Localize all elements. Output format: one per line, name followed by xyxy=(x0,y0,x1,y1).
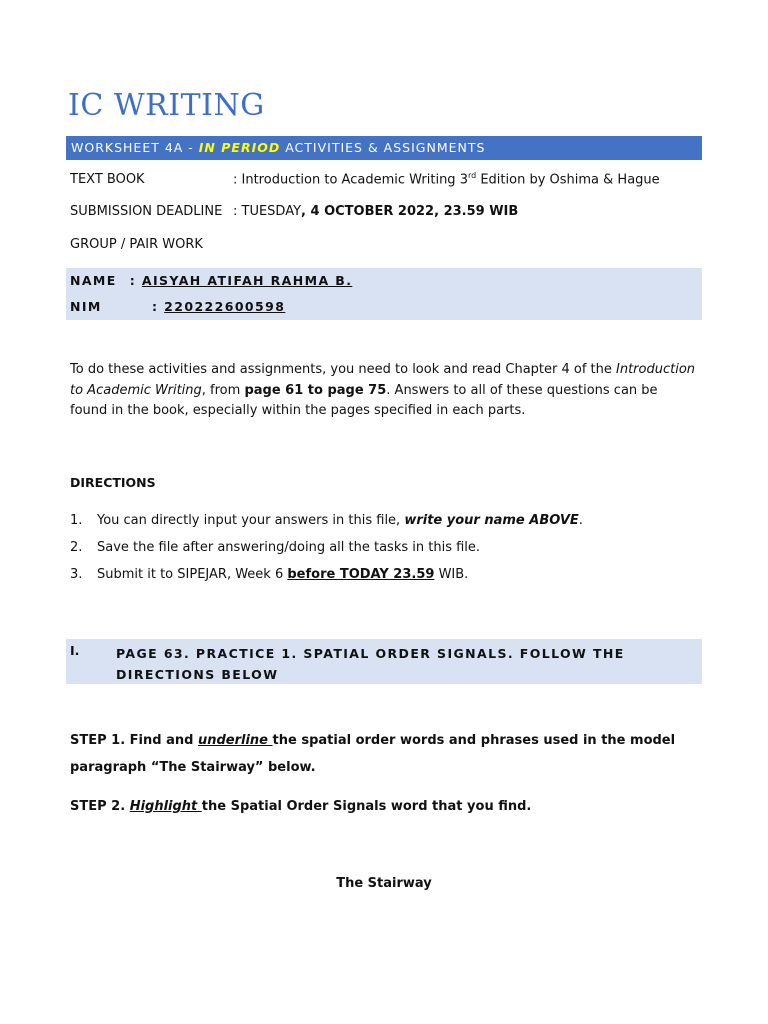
step-1 xyxy=(70,727,700,781)
textbook-value-pre: : Introduction to Academic Writing 3 xyxy=(233,172,468,188)
group-row xyxy=(70,237,203,252)
direction-text-end: . xyxy=(578,513,583,528)
worksheet-banner xyxy=(66,136,702,160)
textbook-value-post: Edition by Oshima & Hague xyxy=(476,172,660,188)
intro-part1: To do these activities and assignments, you need to look and read Chapter 4 of the xyxy=(70,362,617,377)
deadline-label: SUBMISSION DEADLINE xyxy=(70,204,223,219)
direction-number: 2. xyxy=(70,540,83,555)
intro-pages: page 61 to page 75 xyxy=(244,382,387,398)
direction-text: Save the file after answering/doing all the tasks in this file. xyxy=(97,540,481,555)
directions-heading: DIRECTIONS xyxy=(70,475,156,490)
direction-item-2 xyxy=(70,540,480,555)
step2-pre: STEP 2. xyxy=(70,799,130,814)
name-value[interactable]: AISYAH ATIFAH RAHMA B. xyxy=(141,273,353,288)
nim-separator: : xyxy=(152,299,165,314)
intro-book-title: Introduction to Academic Writing xyxy=(70,362,696,398)
textbook-row xyxy=(70,171,660,187)
step-2 xyxy=(70,793,700,820)
direction-item-1 xyxy=(70,513,583,528)
direction-number: 1. xyxy=(70,513,83,528)
worksheet-suffix: ACTIVITIES & ASSIGNMENTS xyxy=(280,140,486,155)
direction-item-3 xyxy=(70,567,468,582)
name-separator: : xyxy=(124,273,142,288)
deadline-value-bold: , 4 OCTOBER 2022, 23.59 WIB xyxy=(301,204,519,219)
paragraph-title: The Stairway xyxy=(336,876,432,891)
worksheet-highlight: IN PERIOD xyxy=(198,140,281,155)
step2-highlight-word: Highlight xyxy=(129,799,202,814)
intro-part2: , from xyxy=(201,382,245,398)
step1-underline-word: underline xyxy=(197,733,273,748)
direction-emphasis: before TODAY 23.59 xyxy=(287,567,435,582)
deadline-value-pre: : TUESDAY xyxy=(233,204,302,219)
intro-paragraph xyxy=(70,360,698,422)
step1-pre: STEP 1. Find and xyxy=(70,733,198,748)
direction-text-end: WIB. xyxy=(434,567,469,582)
document-title: IC WRITING xyxy=(68,88,265,123)
section-title: PAGE 63. PRACTICE 1. SPATIAL ORDER SIGNALS. FOLLOW THE DIRECTIONS BELOW xyxy=(116,646,625,682)
nim-line xyxy=(70,299,285,314)
section-number: I. xyxy=(70,643,80,658)
textbook-label: TEXT BOOK xyxy=(70,172,145,188)
step2-post: the Spatial Order Signals word that you find. xyxy=(201,799,532,814)
direction-text: You can directly input your answers in this file, xyxy=(97,513,405,528)
textbook-value-sup: rd xyxy=(467,171,477,180)
nim-value[interactable]: 220222600598 xyxy=(164,299,286,314)
direction-emphasis: write your name ABOVE xyxy=(404,513,579,528)
name-label: NAME xyxy=(70,273,117,288)
intro-part3: . Answers to all of these questions can be found in the book, especially within the pages specified in each parts. xyxy=(70,382,658,418)
worksheet-prefix: WORKSHEET 4A - xyxy=(71,140,199,155)
name-line xyxy=(70,273,352,288)
nim-label: NIM xyxy=(70,299,102,314)
direction-number: 3. xyxy=(70,567,83,582)
group-label: GROUP / PAIR WORK xyxy=(70,237,203,252)
direction-text: Submit it to SIPEJAR, Week 6 xyxy=(97,567,288,582)
step1-post: the spatial order words and phrases used in the model paragraph “The Stairway” below. xyxy=(70,733,676,775)
deadline-row xyxy=(70,204,518,219)
